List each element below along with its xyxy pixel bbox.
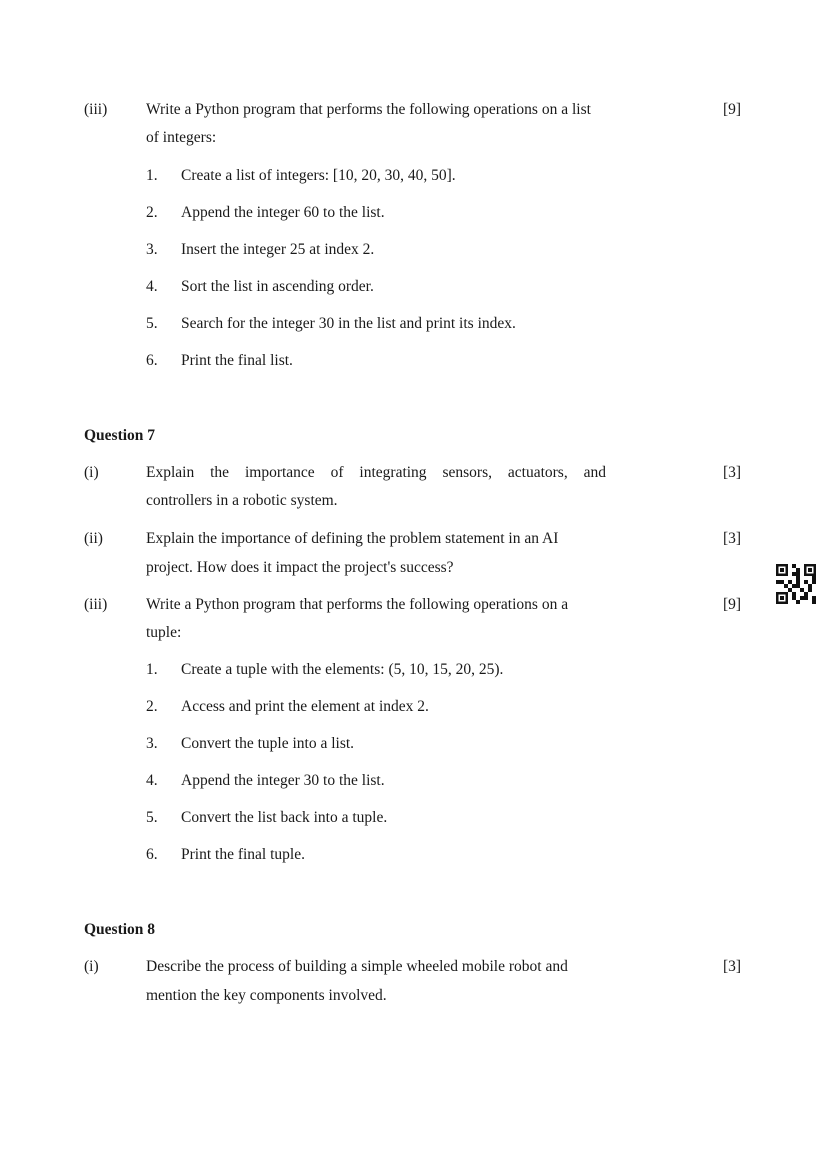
step-number: 3. — [146, 735, 158, 752]
question-8-heading: Question 8 — [84, 921, 156, 938]
step-text: Access and print the element at index 2. — [181, 698, 429, 715]
step-text: Create a list of integers: [10, 20, 30, 40, 50]. — [181, 167, 456, 184]
step-text: Insert the integer 25 at index 2. — [181, 241, 375, 258]
question-7-heading: Question 7 — [84, 427, 156, 444]
step-number: 2. — [146, 698, 158, 715]
q8-i-text-line1: Describe the process of building a simple wheeled mobile robot and — [146, 958, 568, 975]
step-number: 1. — [146, 167, 158, 184]
q7-i-marks: [3] — [723, 464, 742, 481]
step-text: Convert the tuple into a list. — [181, 735, 355, 752]
step-number: 4. — [146, 772, 158, 789]
step-number: 3. — [146, 241, 158, 258]
step-text: Print the final list. — [181, 352, 293, 369]
step-number: 6. — [146, 352, 158, 369]
q6-iii-marks: [9] — [723, 101, 742, 118]
q7-iii-marks: [9] — [723, 596, 742, 613]
step-text: Convert the list back into a tuple. — [181, 809, 388, 826]
q7-i-text-line1: Explain the importance of integrating sensors, actuators, and — [146, 464, 606, 481]
q7-i-label: (i) — [84, 464, 99, 481]
q7-iii-text-line1: Write a Python program that performs the following operations on a — [146, 596, 569, 613]
q7-iii-label: (iii) — [84, 596, 108, 613]
q7-iii-text-line2: tuple: — [146, 624, 182, 641]
q8-i-marks: [3] — [723, 958, 742, 975]
q7-ii-label: (ii) — [84, 530, 103, 547]
step-text: Append the integer 30 to the list. — [181, 772, 385, 789]
q7-ii-text-line1: Explain the importance of defining the problem statement in an AI — [146, 530, 559, 547]
step-text: Print the final tuple. — [181, 846, 305, 863]
step-number: 2. — [146, 204, 158, 221]
step-number: 1. — [146, 661, 158, 678]
step-number: 6. — [146, 846, 158, 863]
step-text: Search for the integer 30 in the list and print its index. — [181, 315, 516, 332]
q8-i-label: (i) — [84, 958, 99, 975]
step-number: 4. — [146, 278, 158, 295]
step-number: 5. — [146, 809, 158, 826]
step-text: Append the integer 60 to the list. — [181, 204, 385, 221]
q6-iii-label: (iii) — [84, 101, 108, 118]
step-number: 5. — [146, 315, 158, 332]
q7-ii-marks: [3] — [723, 530, 742, 547]
step-text: Sort the list in ascending order. — [181, 278, 374, 295]
q8-i-text-line2: mention the key components involved. — [146, 987, 387, 1004]
q7-ii-text-line2: project. How does it impact the project's success? — [146, 559, 454, 576]
q6-iii-text-line1: Write a Python program that performs the following operations on a list — [146, 101, 591, 118]
step-text: Create a tuple with the elements: (5, 10, 15, 20, 25). — [181, 661, 504, 678]
q7-i-text-line2: controllers in a robotic system. — [146, 492, 338, 509]
q6-iii-text-line2: of integers: — [146, 129, 217, 146]
qr-code-icon[interactable] — [776, 564, 816, 604]
